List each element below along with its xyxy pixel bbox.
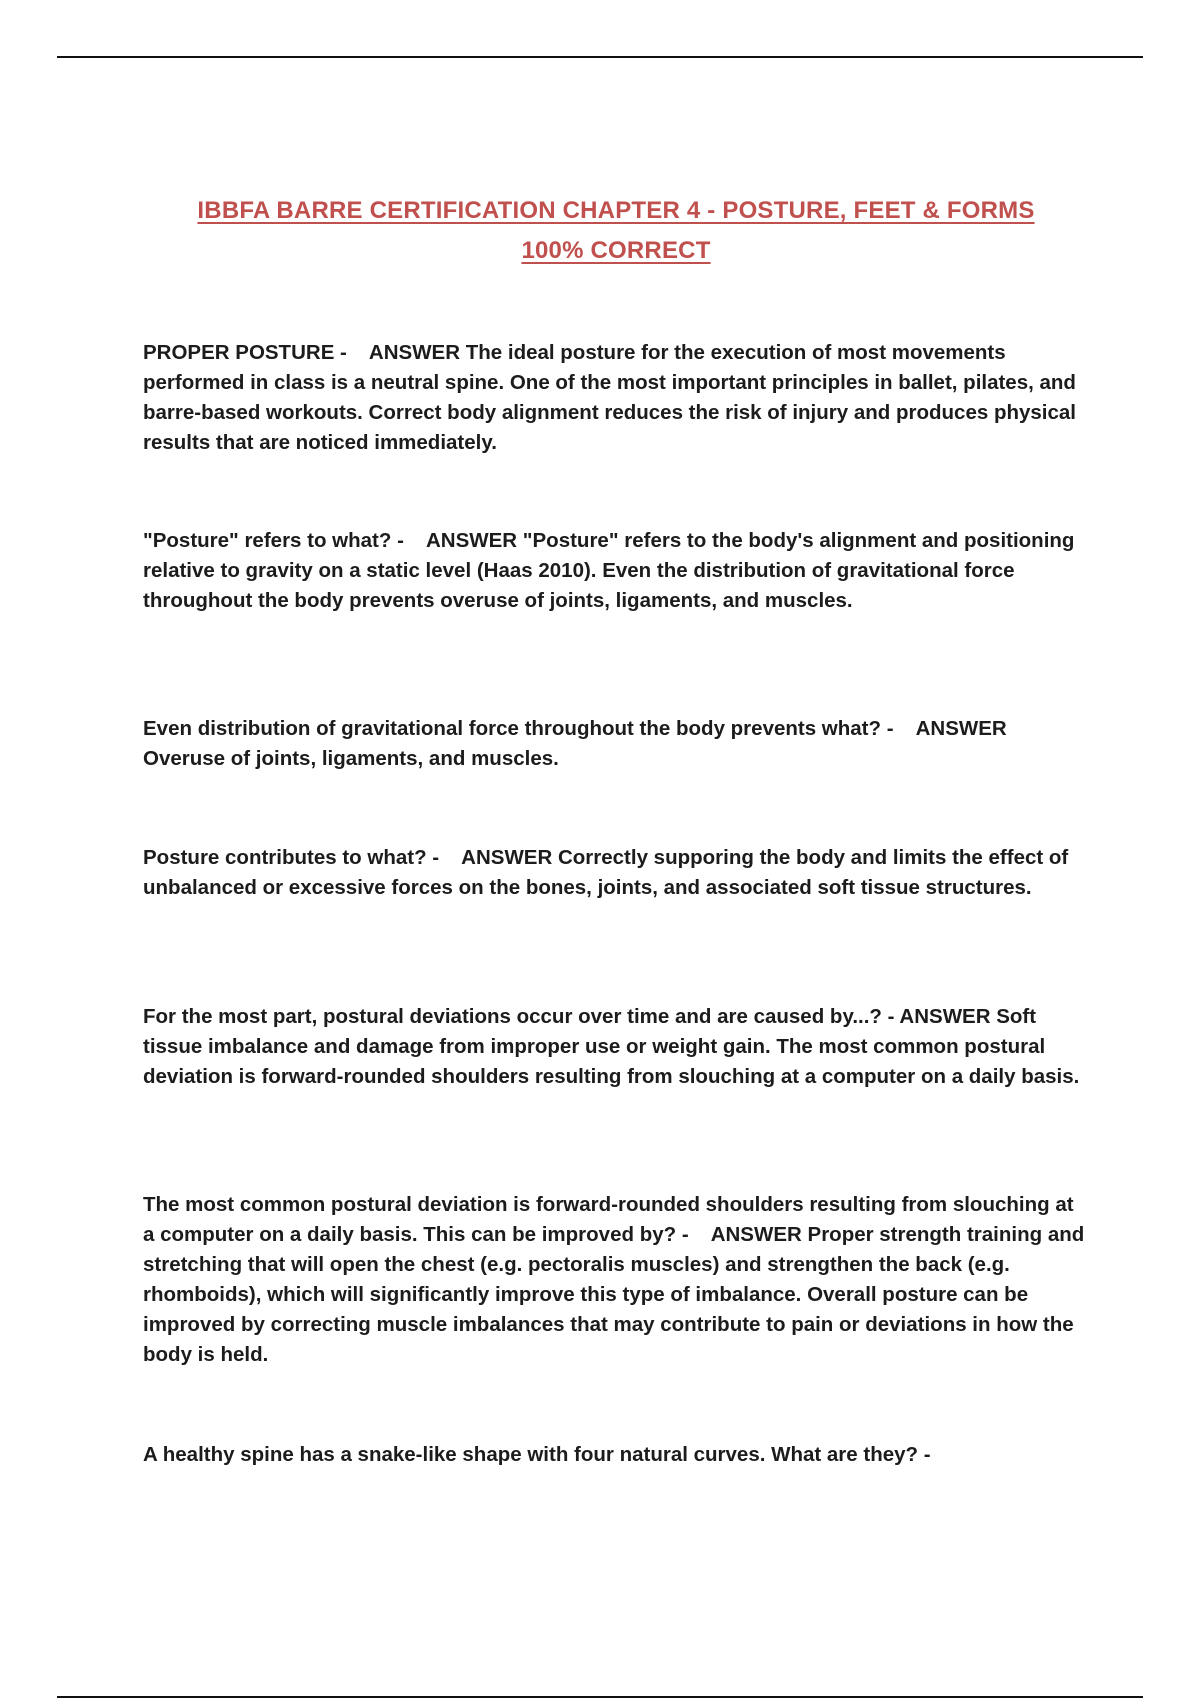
qa-answer-label: ANSWER — [899, 1005, 991, 1028]
qa-question: For the most part, postural deviations occur over time and are caused by...? - — [143, 1005, 895, 1028]
qa-item-posture-refers — [143, 526, 1088, 616]
qa-answer-label: ANSWER — [461, 846, 553, 869]
qa-answer-label: ANSWER — [368, 341, 461, 364]
document-title — [0, 191, 1200, 271]
qa-question: A healthy spine has a snake-like shape with four natural curves. What are they? - — [143, 1443, 931, 1466]
qa-answer-label: ANSWER — [710, 1223, 802, 1246]
qa-answer: Proper strength training and stretching that will open the chest (e.g. pectoralis muscles) and strengthen the back (e.g. rhomboids), which will significantly improve this type of imbalance. Overall posture can be improved by correcting muscle imbalances that may contribute to pain or deviations in how the body is held. — [143, 1223, 1085, 1366]
qa-answer: "Posture" refers to the body's alignment and positioning relative to gravity on a static level (Haas 2010). Even the distribution of gravitational force throughout the body prevents overuse of joints, ligaments, and muscles. — [143, 529, 1075, 612]
qa-question: The most common postural deviation is forward-rounded shoulders resulting from slouching at a computer on a daily basis. This can be improved by? - — [143, 1193, 1074, 1246]
qa-answer-label: ANSWER — [915, 717, 1007, 740]
qa-item-even-distribution — [143, 714, 1088, 774]
qa-question: Even distribution of gravitational force throughout the body prevents what? - — [143, 717, 894, 740]
title-line-2: 100% CORRECT — [521, 237, 711, 264]
page-footer-rule — [57, 1696, 1143, 1698]
qa-answer: The ideal posture for the execution of most movements performed in class is a neutral spine. One of the most important principles in ballet, pilates, and barre-based workouts. Correct body alignment reduces the risk of injury and produces physical results that are noticed immediately. — [143, 341, 1076, 454]
qa-answer-label: ANSWER — [425, 529, 518, 552]
page-header-rule — [57, 56, 1143, 58]
qa-question: PROPER POSTURE - — [143, 341, 347, 364]
qa-item-postural-deviations — [143, 1002, 1088, 1092]
qa-item-proper-posture — [143, 338, 1088, 458]
qa-question: Posture contributes to what? - — [143, 846, 440, 869]
qa-answer: Correctly supporing the body and limits the effect of unbalanced or excessive forces on the bones, joints, and associated soft tissue structures. — [143, 846, 1069, 899]
qa-item-spine-curves — [143, 1440, 1088, 1470]
title-line-1: IBBFA BARRE CERTIFICATION CHAPTER 4 - POSTURE, FEET & FORMS — [197, 197, 1035, 224]
qa-question: "Posture" refers to what? - — [143, 529, 404, 552]
qa-item-posture-contributes — [143, 843, 1088, 903]
qa-answer: Overuse of joints, ligaments, and muscles. — [143, 747, 559, 770]
qa-item-forward-rounded-shoulders — [143, 1190, 1088, 1370]
qa-answer: Soft tissue imbalance and damage from improper use or weight gain. The most common postural deviation is forward-rounded shoulders resulting from slouching at a computer on a daily basis. — [143, 1005, 1080, 1088]
